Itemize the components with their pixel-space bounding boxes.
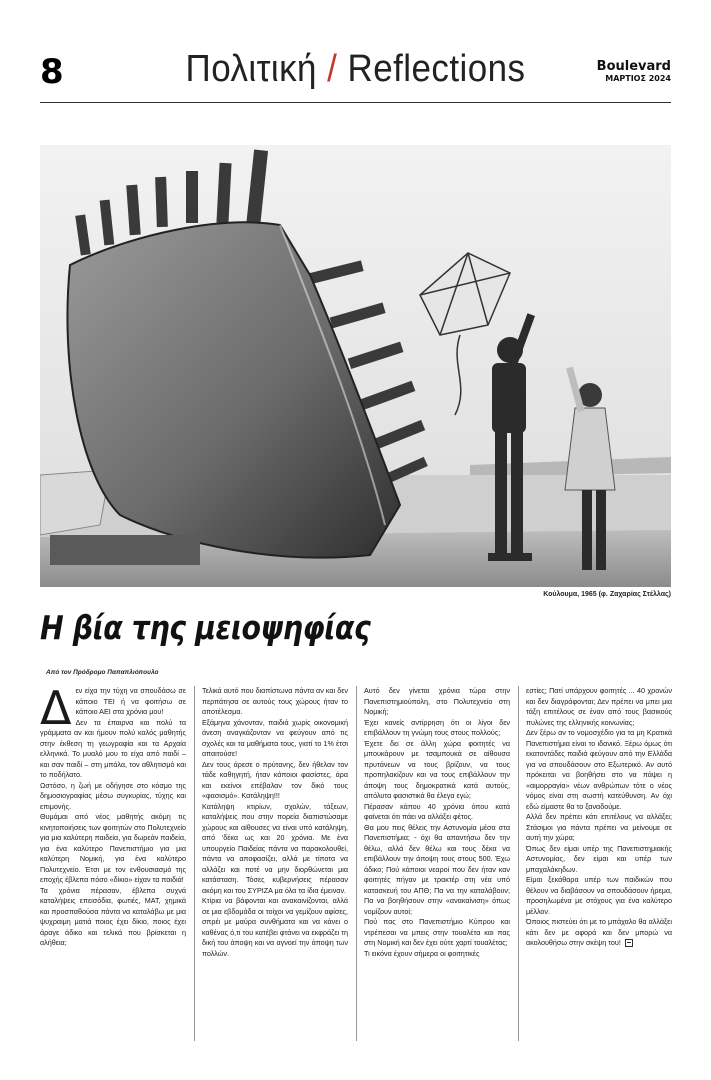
text-column-4 [526,686,672,1046]
photo-illustration [40,145,671,587]
paragraph: Κτίρια να βάφονται και ανακαινίζονται, αλλά σε μια εβδομάδα οι τοίχοι να γεμίζουν αφίσες, σπρέι με μαύρα συνθήματα και να κάνει ο καθένας ό,τι του κατέβει φτάνει να εκφράζει τη δική του άποψη και να αγνοεί την άποψη των πολλών. [202,896,348,958]
issue-date: ΜΑΡΤΙΟΣ 2024 [605,74,671,83]
paragraph: Αλλά δεν πρέπει κάτι επιτέλους να αλλάξει; Στάσιμοι για πάντα πρέπει να μείνουμε σε αυτή την χώρα; [526,812,672,842]
end-of-article-icon [625,939,633,947]
paragraph: εν είχα την τύχη να σπουδάσω σε κάποιο ΤΕΙ ή να φοιτήσω σε κάποιο ΑΕΙ στα χρόνια μου! [75,686,186,716]
header-rule [40,102,671,103]
paragraph: Δεν ξέρω αν το νομοσχέδιο για τα μη Κρατικά Πανεπιστήμια είναι το ιδανικό. Ξέρω όμως ότι εκατοντάδες παιδιά φεύγουν από την Ελλάδα για να σπουδάσουν στο Εξωτερικό. Αν αυτό πρόκειται να βοηθήσει στο να πάψει η «αιμορραγία» νέων ανθρώπων τότε ο νέος νόμος είναι στη σωστή κατεύθυνση. Αν όχι εδώ είμαστε θα το ξαναδούμε. [526,728,672,811]
paragraph: Είμαι ξεκάθαρα υπέρ των παιδικών που θέλουν να διαβάσουν να σπουδάσουν ήρεμα, προσηλωμένα με στόχους για ένα καλύτερο μέλλον. [526,875,672,916]
paragraph: Θα μου πεις θέλεις την Αστυνομία μέσα στα Πανεπιστήμια; - όχι θα απαντήσω δεν την θέλω, αλλά δεν θέλω και τους δέκα να επιβάλλουν την άποψη τους στους 500. Έχω άδικο; Πού κάποιοι νεαροί που δεν ήταν καν φοιτητές πήγαν με τρακτέρ στη νέα υπό κατασκευή του ΑΠΘ; Πα να την καταλάβουν; Πα να βοηθήσουν στην «ανακαίνιση» όπως νομίζουν αυτοί; [364,822,510,916]
text-column-3 [364,686,510,1046]
paragraph: Πέρασαν κάπου 40 χρόνια όπου κατά φαίνεται ότι πάει να αλλάξει φέτος. [364,801,510,821]
paragraph: Εξάμηνα χάνονταν, παιδιά χωρίς οικονομική άνεση αναγκάζονταν να φεύγουν από τις σχολές και τα μαθήματα τους, γιατί το 1% έτσι απαιτούσε! [202,717,348,758]
paragraph: Τελικά αυτό που διαπίστωνα πάντα αν και δεν περπάτησα σε αυτούς τους χώρους ήταν το αποτέλεσμα. [202,686,348,716]
paragraph-final [526,917,672,949]
publication-masthead [597,60,671,83]
column-divider [194,686,195,1041]
text-column-2 [202,686,348,1046]
paragraph: Όπως δεν είμαι υπέρ της Πανεπιστημιακής Αστυνομίας, δεν είμαι και υπέρ των μπαχαλάκηδων. [526,843,672,874]
paragraph: Τα χρόνια πέρασαν, έβλεπα συχνά καταλήψεις επεισόδια, φωτιές, ΜΑΤ, χημικά και προσπαθούσα πάντα να καταλάβω με μια ψυχραιμη ματιά ποιος έχει δίκιο, ποιος έχει άραγε άδικο και τελικά που βρίσκεται η αλήθεια; [40,885,186,947]
article-byline: Από τον Πρόδρομο Παπαπλιόπουλο [46,669,159,676]
paragraph: Πού πας στο Πανεπιστήμιο Κύπρου και ντρέπεσαι να μπεις στην τουαλέτα και πας στη Νομική και δεν έχει ούτε χαρτί τουαλέτας; [364,917,510,947]
column-divider [518,686,519,1041]
drop-cap: Δ [40,681,72,735]
article-headline: Η βία της μειοψηφίας [40,608,371,647]
paragraph: Θυμάμαι από νέος μαθητής ακόμη τις κινητοποιήσεις των φοιτητών στο Πολυτεχνείο για μια καλύτερη παιδεία, για δωρεάν παιδεία, για ένα καλύτερο Πανεπιστήμιο για μια καλύτερη Νομική, για ένα καλύτερο Πολυτεχνείο. Έτσι με τον ενθουσιασμό της εποχής έβλεπα πόσο «δίκιο» είχαν τα παιδιά! [40,812,186,884]
section-title [28,48,682,91]
text-column-1 [40,681,186,1046]
publication-name: Boulevard [596,59,671,74]
article-body [40,681,672,1046]
column-divider [356,686,357,1041]
photo-caption: Κούλουμα, 1965 (φ. Ζαχαρίας Στέλλας) [543,591,671,598]
paragraph: Δεν τους άρεσε ο πρύτανης, δεν ήθελαν τον τάδε καθηγητή, ήταν κάποιοι φασίστες, άρα και εκείνοι επέβαλαν τον δικό τους «φασισμό». Κατάληψη!!! [202,759,348,800]
paragraph: εστίες; Πατί υπάρχουν φοιτητές ... 40 χρονών και δεν διαγράφονται; Δεν πρέπει να μπει μια τάξη επιτέλους σε έναν από τους βασικούς πυλώνες της ελληνικής κοινωνίας; [526,686,672,727]
section-title-english: Reflections [347,48,526,90]
paragraph: Ωστόσο, η ζωή με οδήγησε στο κόσμο της δημοσιογραφίας μέσω συγκυρίας, τύχης και επιμονής. [40,780,186,811]
paragraph: Δεν τα έπαιρνα και πολύ τα γράμματα αν και ήμουν πολύ καλός μαθητής στην έκθεση τη γεωγραφία και τα Αρχαία ελληνικά. Το μυαλό μου το είχα από παιδί – και σαν παιδί – στη μπάλα, τον αθλητισμό και το ποδήλατο. [40,717,186,779]
page-header [0,0,711,110]
page-number: 8 [40,52,64,92]
section-title-separator: / [327,48,338,90]
paragraph: Τι εικόνα έχουν σήμερα οι φοιτητικές [364,948,480,958]
paragraph: Έχετε δει σε άλλη χώρα φοιτητές να μπουκάρουν με τσαμπουκά σε αίθουσα πρυτάνεων να τους βρίζουν, να τους προπηλακίζουν και να τους επιβάλλουν την άποψη τους δημοκρατικά κατά αυτούς, απόλυτα φασιστικά θα έλεγα εγώ; [364,738,510,800]
paragraph: Έχει κανείς αντίρρηση ότι οι λίγοι δεν επιβάλλουν τη γνώμη τους στους πολλούς; [364,717,510,737]
paragraph: Κατάληψη κτιρίων, σχολών, τάξεων, καταλήψεις που στην πορεία διαπιστώσαμε χώρους και αίθουσες να είναι υπό κατάληψη, από 'δέκα ως και 20 χρόνια. Με ένα υπουργείο Παιδείας πάντα να παρακολουθεί, πάντα να αποφασίζει, αλλά με τίποτα να αλλάζει και ποτέ να μην διορθώνεται μια κατάσταση. Τόσες κυβερνήσεις πέρασαν ακόμη και του ΣΥΡΙΖΑ μα όλα τα ίδια έμειναν. [202,801,348,895]
paragraph: Αυτό δεν γίνεται χρόνια τώρα στην Πανεπιστημιούπολη, στο Πολυτεχνείο στη Νομική; [364,686,510,716]
section-title-greek: Πολιτική [185,48,317,90]
final-sentence: Όποιος πιστεύει ότι με το μπάχαλο θα αλλάξει κάτι δεν με αφορά και δεν μπορώ να ακολουθήσω στην σκέψη του! [526,917,672,947]
article-photo [40,145,671,587]
